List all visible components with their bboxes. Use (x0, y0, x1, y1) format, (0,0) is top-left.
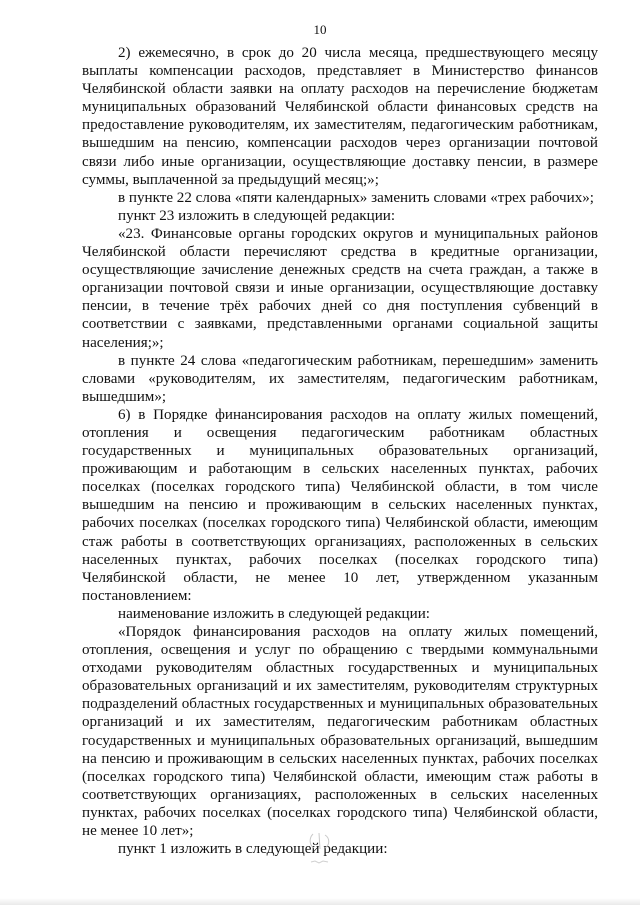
paragraph-item-1-intro: пункт 1 изложить в следующей редакции: (118, 841, 388, 858)
paragraph-new-title: «Порядок финансирования расходов на оплату жилых помещений, отопления, освещения и услуг по обращению с твердыми коммунальными отходами руководителям областных государственных и муниципальных образовательных организаций и их заместителям, руководителям структурных подразделений областных государственных и муниципальных образовательных организаций и их заместителям, педагогическим работникам областных государственных и муниципальных образовательных организаций, вышедшим на пенсию и проживающим в сельских населенных пунктах, рабочих поселках (поселках городского типа) Челябинской области, имеющим стаж работы в соответствующих организациях, расположенных в сельских населенных пунктах, рабочих поселках (поселках городского типа) Челябинской области, не менее 10 лет»; (82, 624, 598, 840)
paragraph-item-23-intro: пункт 23 изложить в следующей редакции: (118, 207, 396, 224)
faint-scan-mark (310, 858, 330, 866)
paragraph-subitem-2: 2) ежемесячно, в срок до 20 числа месяца, предшествующего месяцу выплаты компенсации расходов, представляет в Министерство финансов Челябинской области заявки на оплату расходов на перечисление бюджетам муниципальных образований Челябинской области финансовых средств на предоставление руководителям, их заместителям, педагогическим работникам, вышедшим на пенсию, компенсации расходов через организации почтовой связи либо иные организации, осуществляющие доставку пенсии, в размере суммы, выплаченной за предыдущий месяц;»; (82, 45, 598, 188)
paragraph-title-intro: наименование изложить в следующей редакции: (118, 605, 430, 622)
faint-stamp-mark (305, 830, 335, 852)
paragraph-item-22-amendment: в пункте 22 слова «пяти календарных» заменить словами «трех рабочих»; (118, 189, 594, 206)
paragraph-item-23-text: «23. Финансовые органы городских округов и муниципальных районов Челябинской области перечисляют средства в кредитные организации, осуществляющие зачисление денежных средств на счета граждан, а также в организации почтовой связи и иные организации, осуществляющие доставку пенсии, в течение трёх рабочих дней со дня поступления субвенций в соответствии с заявками, представленными органами социальной защиты населения;»; (82, 225, 598, 351)
paragraph-subitem-6: 6) в Порядке финансирования расходов на оплату жилых помещений, отопления и освещения педагогическим работникам областных государственных и муниципальных образовательных организаций, проживающим и работающим в сельских населенных пунктах, рабочих поселках (поселках городского типа) Челябинской области, в том числе вышедшим на пенсию и проживающим в сельских населенных пунктах, рабочих поселках (поселках городского типа) Челябинской области, имеющим стаж работы в соответствующих организациях, расположенных в сельских населенных пунктах, рабочих поселках (поселках городского типа) Челябинской области, не менее 10 лет, утвержденном указанным постановлением: (82, 406, 598, 604)
scan-bottom-edge (0, 898, 640, 905)
paragraph-item-24-amendment: в пункте 24 слова «педагогическим работникам, перешедшим» заменить словами «руководителям, их заместителям, педагогическим работникам, вышедшим»; (82, 352, 598, 405)
document-body (82, 44, 598, 858)
page-number: 10 (313, 22, 327, 37)
